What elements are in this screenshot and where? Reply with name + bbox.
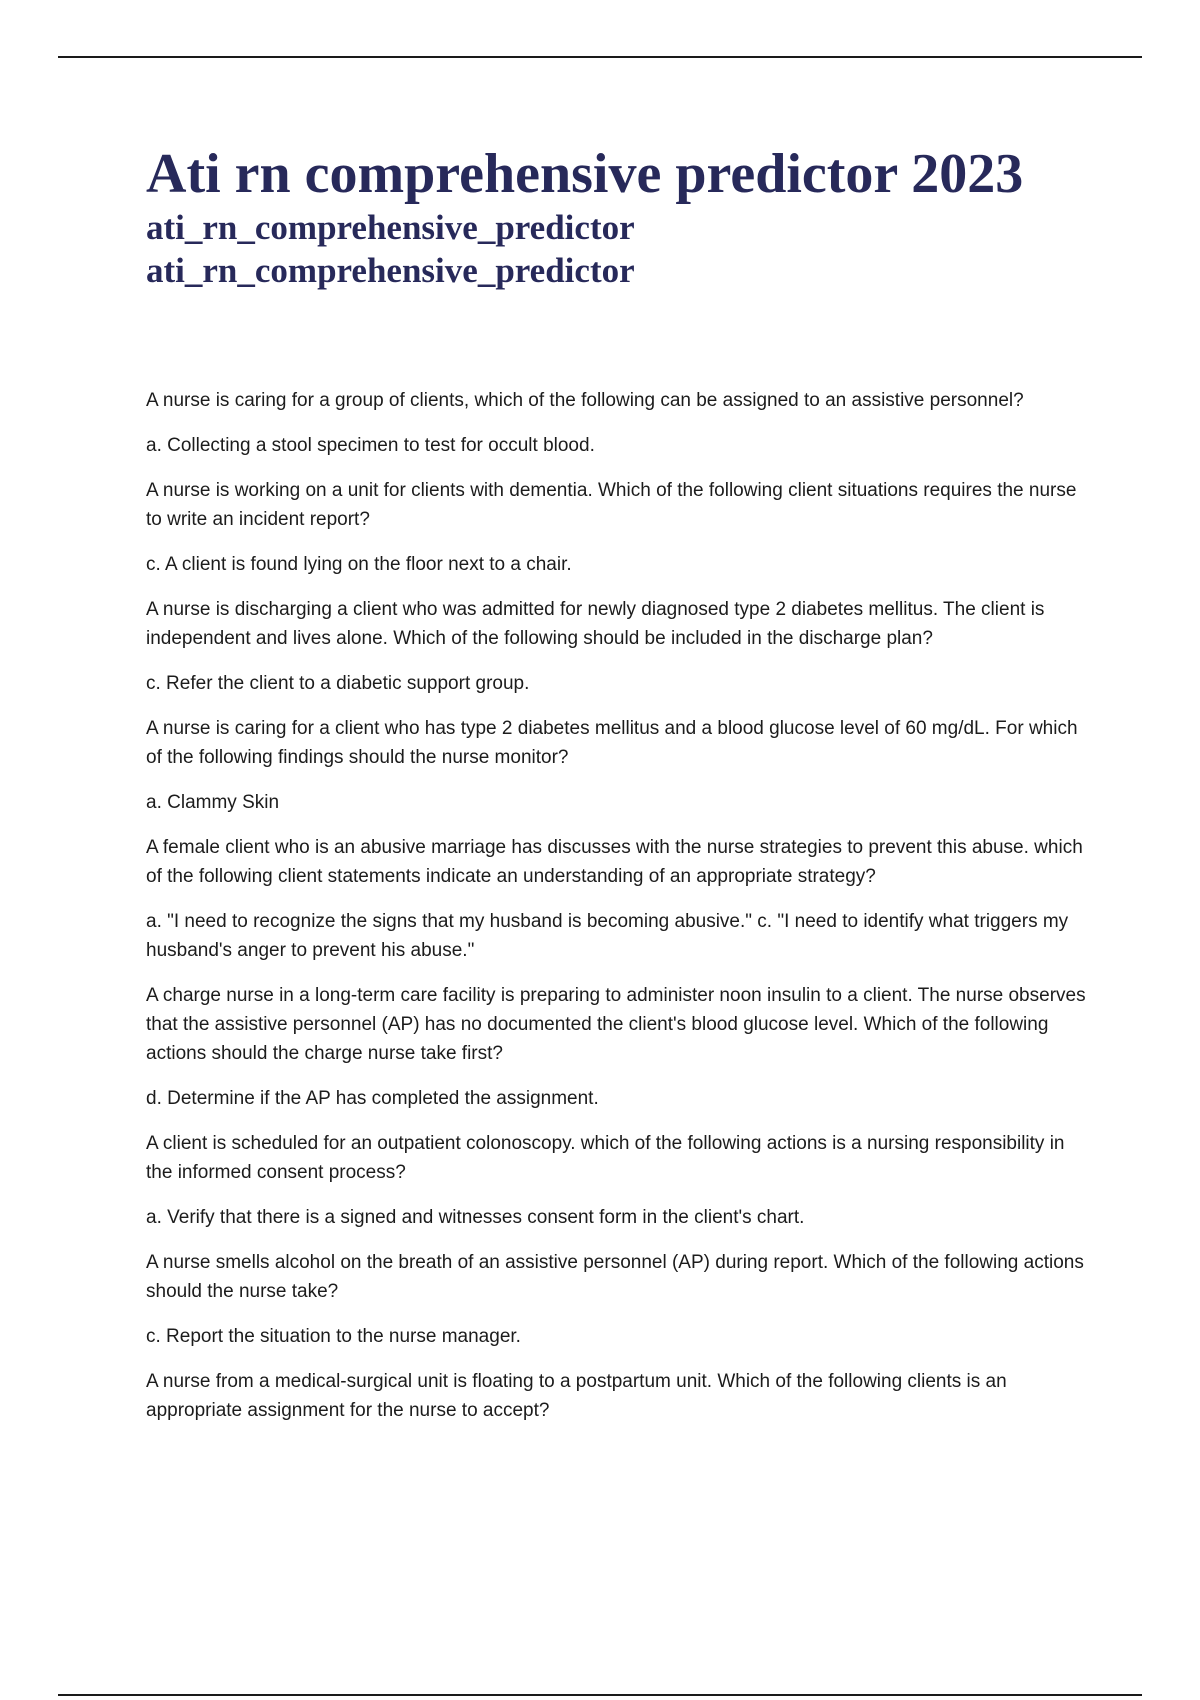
answer-text: d. Determine if the AP has completed the assignment. [146, 1088, 599, 1109]
answer-text: a. Verify that there is a signed and witnesses consent form in the client's chart. [146, 1207, 805, 1228]
answer-text: c. Report the situation to the nurse manager. [146, 1326, 521, 1347]
document-header [146, 142, 1086, 292]
question-text: A nurse is working on a unit for clients with dementia. Which of the following client situations requires the nurse to write an incident report? [146, 480, 1077, 530]
question-text: A nurse smells alcohol on the breath of an assistive personnel (AP) during report. Which of the following actions should the nurse take? [146, 1252, 1084, 1302]
question-text: A nurse is discharging a client who was admitted for newly diagnosed type 2 diabetes mellitus. The client is independent and lives alone. Which of the following should be included in the discharge plan? [146, 599, 1045, 649]
answer-text: a. "I need to recognize the signs that my husband is becoming abusive." c. "I need to identify what triggers my husband's anger to prevent his abuse." [146, 911, 1069, 961]
top-rule [58, 56, 1142, 58]
document-subtitle: ati_rn_comprehensive_predictor [146, 251, 635, 290]
question-text: A charge nurse in a long-term care facility is preparing to administer noon insulin to a client. The nurse observes that the assistive personnel (AP) has no documented the client's blood glucose level. Which of the following actions should the charge nurse take first? [146, 985, 1086, 1064]
answer-text: a. Clammy Skin [146, 792, 280, 813]
answer-text: c. Refer the client to a diabetic support group. [146, 673, 530, 694]
document-subtitle: ati_rn_comprehensive_predictor [146, 208, 635, 247]
document-body [146, 386, 1086, 1441]
question-text: A client is scheduled for an outpatient colonoscopy. which of the following actions is a nursing responsibility in the informed consent process? [146, 1133, 1065, 1183]
answer-text: a. Collecting a stool specimen to test for occult blood. [146, 435, 595, 456]
question-text: A nurse from a medical-surgical unit is floating to a postpartum unit. Which of the following clients is an appropriate assignment for the nurse to accept? [146, 1371, 1007, 1421]
bottom-rule [58, 1694, 1142, 1696]
question-text: A nurse is caring for a group of clients, which of the following can be assigned to an assistive personnel? [146, 390, 1024, 411]
answer-text: c. A client is found lying on the floor next to a chair. [146, 554, 572, 575]
question-text: A female client who is an abusive marriage has discusses with the nurse strategies to prevent this abuse. which of the following client statements indicate an understanding of an appropriate strategy? [146, 837, 1083, 887]
question-text: A nurse is caring for a client who has type 2 diabetes mellitus and a blood glucose level of 60 mg/dL. For which of the following findings should the nurse monitor? [146, 718, 1078, 768]
document-title: Ati rn comprehensive predictor 2023 [146, 143, 1024, 205]
